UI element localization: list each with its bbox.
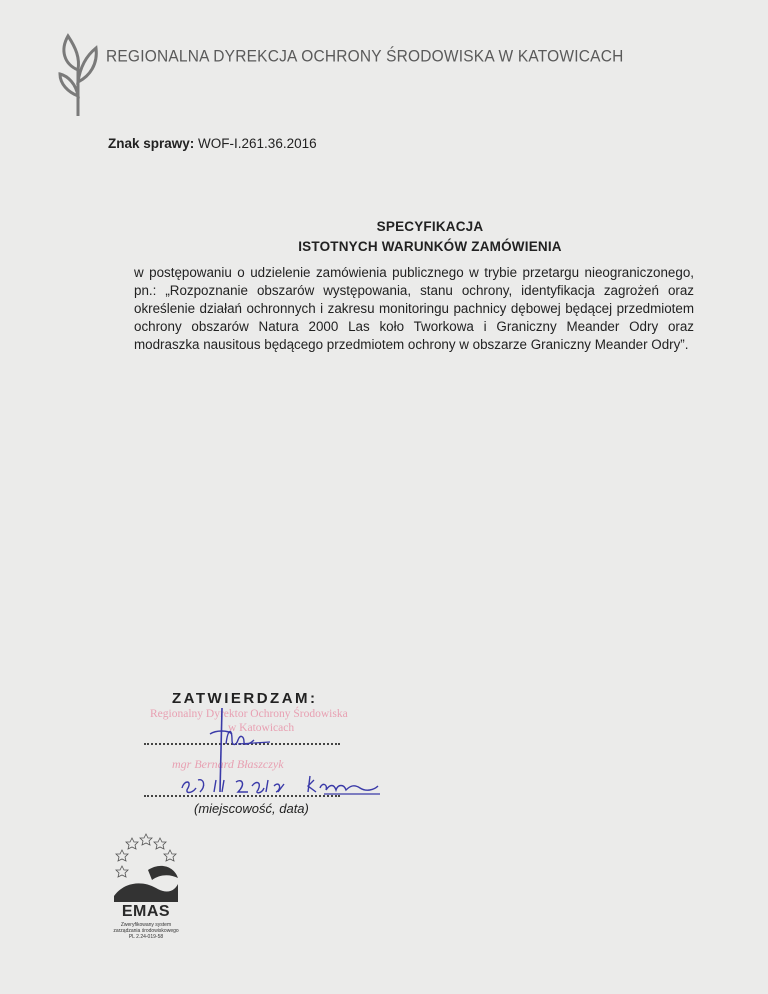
emas-wordmark: EMAS <box>121 903 171 920</box>
case-number-label: Znak sprawy: <box>108 136 195 151</box>
handwritten-signature-icon <box>170 700 390 800</box>
approval-heading: ZATWIERDZAM: <box>172 690 318 707</box>
document-subtitle: ISTOTNYCH WARUNKÓW ZAMÓWIENIA <box>298 239 562 254</box>
leaf-icon <box>54 30 102 118</box>
stamp-title: Regionalny Dyrektor Ochrony Środowiska <box>150 708 348 720</box>
emas-logo-icon <box>108 826 184 966</box>
stamp-name: mgr Bernard Błaszczyk <box>172 757 284 771</box>
body-paragraph: w postępowaniu o udzielenie zamówienia publicznego w trybie przetargu nieograniczonego, pn.: „Rozpoznanie obszarów występowania, stanu ochrony, identyfikacja zagrożeń oraz określenie działań ochronnych i zakresu monitoringu pachnicy dębowej będącej przedmiotem ochrony obszarów Natura 2000 Las koło Tworkowa i Graniczny Meander Odry oraz modraszka nausitous będącego przedmiotem ochrony w obszarze Graniczny Meander Odry”. <box>134 265 694 352</box>
place-date-caption: (miejscowość, data) <box>194 801 309 816</box>
organization-name: REGIONALNA DYREKCJA OCHRONY ŚRODOWISKA W KATOWICACH <box>106 47 624 66</box>
stamp-location: w Katowicach <box>228 722 295 734</box>
document-title: SPECYFIKACJA <box>376 219 484 234</box>
emas-registration-text: Zweryfikowany system zarządzania środowiskowego PL 2.24-019-58 <box>113 922 179 940</box>
case-number-value: WOF-I.261.36.2016 <box>198 136 317 151</box>
case-number <box>108 136 317 151</box>
